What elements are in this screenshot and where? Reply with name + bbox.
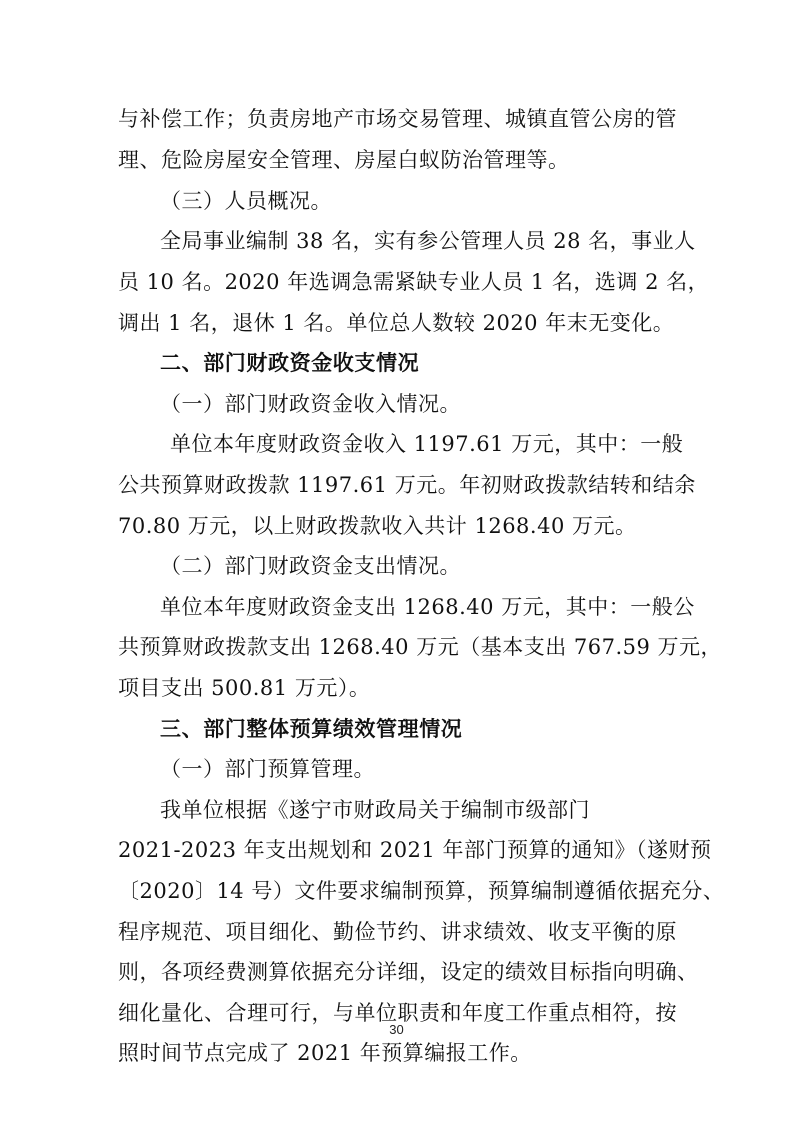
paragraph-line: 理、危险房屋安全管理、房屋白蚁防治管理等。 [118,148,570,172]
paragraph-line: 单位本年度财政资金收入 1197.61 万元，其中：一般 [170,432,684,456]
paragraph-line: 照时间节点完成了 2021 年预算编报工作。 [118,1041,532,1065]
subsection-heading: （一）部门预算管理。 [160,757,375,781]
paragraph-line: 共预算财政拨款支出 1268.40 万元（基本支出 767.59 万元， [118,635,723,659]
paragraph-line: 项目支出 500.81 万元）。 [118,676,371,700]
section-heading: 二、部门财政资金收支情况 [160,351,420,375]
paragraph-line: 调出 1 名，退休 1 名。单位总人数较 2020 年末无变化。 [118,311,675,335]
paragraph-line: 员 10 名。2020 年选调急需紧缺专业人员 1 名，选调 2 名， [118,270,710,294]
paragraph-line: 与补偿工作；负责房地产市场交易管理、城镇直管公房的管 [118,107,677,131]
page-number: 30 [389,1022,404,1037]
paragraph-line: 公共预算财政拨款 1197.61 万元。年初财政拨款结转和结余 [118,473,696,497]
paragraph-line: 则，各项经费测算依据充分详细，设定的绩效目标指向明确、 [118,960,699,984]
paragraph-line: 单位本年度财政资金支出 1268.40 万元，其中：一般公 [160,595,695,619]
subsection-heading: （二）部门财政资金支出情况。 [160,554,461,578]
paragraph-line: 〔2020〕14 号）文件要求编制预算，预算编制遵循依据充分、 [118,879,725,903]
subsection-heading: （一）部门财政资金收入情况。 [160,392,461,416]
paragraph-line: 程序规范、项目细化、勤俭节约、讲求绩效、收支平衡的原 [118,920,677,944]
paragraph-line: 我单位根据《遂宁市财政局关于编制市级部门 [160,798,590,822]
section-heading: 三、部门整体预算绩效管理情况 [160,717,463,741]
paragraph-line: 2021-2023 年支出规划和 2021 年部门预算的通知》（遂财预 [118,838,712,862]
paragraph-line: 全局事业编制 38 名，实有参公管理人员 28 名，事业人 [160,229,696,253]
subsection-heading: （三）人员概况。 [160,189,332,213]
paragraph-line: 70.80 万元，以上财政拨款收入共计 1268.40 万元。 [118,514,637,538]
paragraph-line: 细化量化、合理可行，与单位职责和年度工作重点相符，按 [118,1001,677,1025]
